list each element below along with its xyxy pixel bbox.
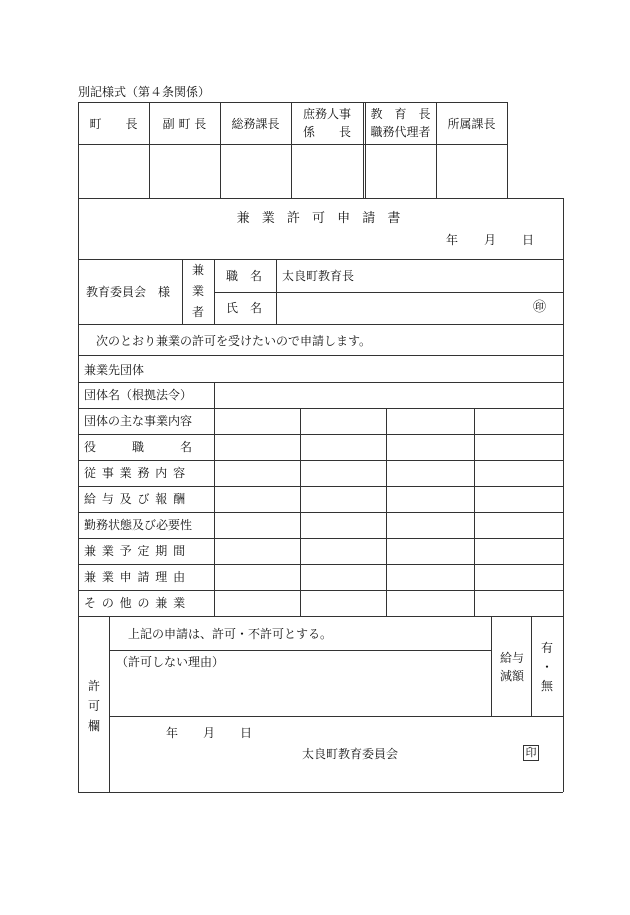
salary-option-dot: ・ [540,660,553,674]
row-label-title: 役 職 名 [84,440,193,454]
application-statement: 次のとおり兼業の許可を受けたいので申請します。 [96,334,372,348]
application-date-year: 年 [446,233,459,247]
permission-label-2: 可 [88,699,101,713]
application-date-month: 月 [484,233,497,247]
approval-header-mayor: 町 長 [89,117,138,131]
approval-header-superintendent-line2: 職務代理者 [370,125,431,139]
seal-box: 印 [523,745,539,761]
salary-label-1: 給与 [500,651,525,665]
salary-option-no[interactable]: 無 [540,679,553,693]
row-label-organization: 団体名（根拠法令） [84,388,193,402]
form-caption: 別記様式（第４条関係） [78,85,211,99]
row-label-other: そ の 他 の 兼 業 [84,596,187,610]
row-label-work-status: 勤務状態及び必要性 [84,518,193,532]
applicant-label-1: 兼 [192,263,205,277]
approval-header-superintendent-line1: 教 育 長 [370,107,431,121]
seal-mark: ㊞ [533,300,547,315]
row-label-duties: 従 事 業 務 内 容 [84,466,187,480]
permission-date-month: 月 [203,726,216,740]
permission-label-3: 欄 [88,719,101,733]
approval-header-section-chief: 所属課長 [447,117,496,131]
applicant-label-3: 者 [192,305,205,319]
approval-header-general-affairs: 総務課長 [231,117,280,131]
salary-label-2: 減額 [500,669,525,683]
permission-label-1: 許 [88,679,101,693]
approval-header-personnel-line2: 係 長 [302,125,351,139]
approval-header-deputy-mayor: 副 町 長 [162,117,207,131]
form-title: 兼 業 許 可 申 請 書 [236,211,405,226]
permission-date-year: 年 [166,726,179,740]
position-label: 職 名 [226,269,263,283]
application-date-day: 日 [522,233,535,247]
row-label-period: 兼 業 予 定 期 間 [84,544,187,558]
addressee: 教育委員会 様 [86,285,171,299]
row-label-compensation: 給 与 及 び 報 酬 [84,492,187,506]
permission-date-day: 日 [240,726,253,740]
name-label: 氏 名 [226,301,263,315]
row-label-reason: 兼 業 申 請 理 由 [84,570,187,584]
refusal-reason-label: （許可しない理由） [116,655,225,669]
salary-option-yes[interactable]: 有 [540,641,553,655]
section-title: 兼業先団体 [84,363,145,377]
row-label-business: 団体の主な事業内容 [84,414,193,428]
applicant-label-2: 業 [192,284,205,298]
decision-text: 上記の申請は、許可・不許可とする。 [128,627,333,641]
issuer-name: 太良町教育委員会 [302,747,399,761]
approval-header-personnel-line1: 庶務人事 [302,107,351,121]
position-value[interactable]: 太良町教育長 [282,269,355,283]
